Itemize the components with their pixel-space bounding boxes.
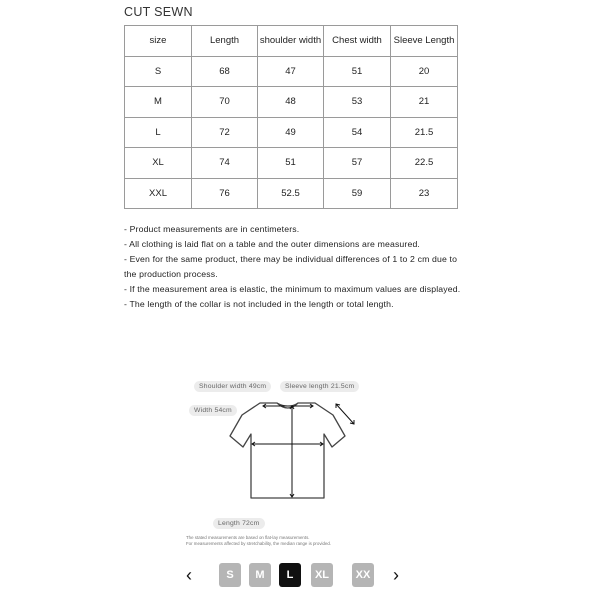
page-title: CUT SEWN xyxy=(124,5,193,19)
table-cell: 59 xyxy=(324,178,391,209)
table-row xyxy=(125,56,458,87)
table-cell: L xyxy=(125,117,192,148)
table-cell: 49 xyxy=(258,117,324,148)
header-shoulder-width: shoulder width xyxy=(258,26,324,57)
table-cell: 53 xyxy=(324,87,391,118)
table-cell: XXL xyxy=(125,178,192,209)
table-row xyxy=(125,178,458,209)
measurement-diagram xyxy=(184,376,384,556)
size-button-xx[interactable]: XX xyxy=(352,563,374,587)
table-header-row xyxy=(125,26,458,57)
table-cell: 68 xyxy=(192,56,258,87)
table-cell: 47 xyxy=(258,56,324,87)
diagram-fine-print xyxy=(186,535,331,547)
shoulder-width-label: Shoulder width 49cm xyxy=(194,381,271,392)
table-cell: XL xyxy=(125,148,192,179)
width-label: Width 54cm xyxy=(189,405,237,416)
note-item: - All clothing is laid flat on a table and the outer dimensions are measured. xyxy=(124,239,420,249)
measurement-notes xyxy=(124,222,464,312)
table-cell: 54 xyxy=(324,117,391,148)
chevron-right-icon[interactable]: › xyxy=(393,565,399,585)
chevron-left-icon[interactable]: ‹ xyxy=(186,565,192,585)
table-cell: 51 xyxy=(324,56,391,87)
note-item: - If the measurement area is elastic, the minimum to maximum values are displayed. xyxy=(124,284,461,294)
header-sleeve-length: Sleeve Length xyxy=(391,26,458,57)
table-cell: 72 xyxy=(192,117,258,148)
note-item: - Even for the same product, there may be individual differences of 1 to 2 cm due to the production process. xyxy=(124,254,458,279)
table-cell: 57 xyxy=(324,148,391,179)
table-cell: 70 xyxy=(192,87,258,118)
sleeve-arrow xyxy=(336,404,354,424)
table-cell: 23 xyxy=(391,178,458,209)
table-row xyxy=(125,117,458,148)
table-cell: 48 xyxy=(258,87,324,118)
table-cell: 52.5 xyxy=(258,178,324,209)
tshirt-outline xyxy=(230,403,345,498)
table-row xyxy=(125,148,458,179)
sleeve-length-label: Sleeve length 21.5cm xyxy=(280,381,359,392)
size-button-xl[interactable]: XL xyxy=(311,563,333,587)
length-label: Length 72cm xyxy=(213,518,265,529)
note-item: - The length of the collar is not included in the length or total length. xyxy=(124,299,394,309)
table-cell: S xyxy=(125,56,192,87)
header-size: size xyxy=(125,26,192,57)
fine-print-line: The stated measurements are based on flat-lay measurements. xyxy=(186,535,310,540)
table-cell: 76 xyxy=(192,178,258,209)
table-cell: 20 xyxy=(391,56,458,87)
table-row xyxy=(125,87,458,118)
table-cell: 21.5 xyxy=(391,117,458,148)
size-pager xyxy=(0,562,600,590)
table-cell: M xyxy=(125,87,192,118)
table-cell: 21 xyxy=(391,87,458,118)
size-button-s[interactable]: S xyxy=(219,563,241,587)
table-cell: 22.5 xyxy=(391,148,458,179)
size-table xyxy=(124,25,458,209)
table-cell: 74 xyxy=(192,148,258,179)
table-cell: 51 xyxy=(258,148,324,179)
tshirt-diagram-icon xyxy=(184,376,384,556)
size-button-l[interactable]: L xyxy=(279,563,301,587)
header-chest-width: Chest width xyxy=(324,26,391,57)
fine-print-line: For measurements affected by stretchability, the median range is provided. xyxy=(186,541,332,546)
size-button-m[interactable]: M xyxy=(249,563,271,587)
header-length: Length xyxy=(192,26,258,57)
note-item: - Product measurements are in centimeters. xyxy=(124,224,300,234)
